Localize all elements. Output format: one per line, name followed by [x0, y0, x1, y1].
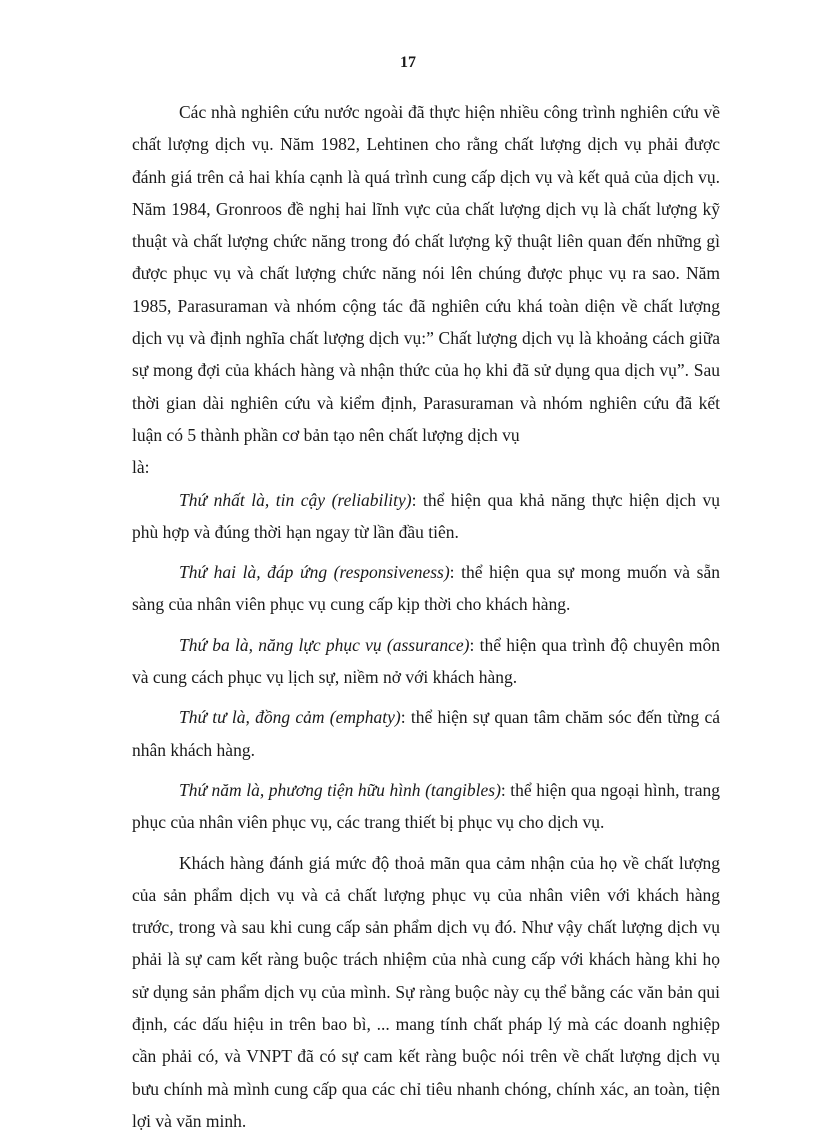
item-text: : thể hiện qua khả năng thực hiện dịch vụ phù hợp và đúng thời hạn ngay từ lần đầu tiên. [132, 489, 720, 542]
list-item-reliability [132, 484, 720, 549]
item-lead: Thứ hai là, đáp ứng (responsiveness) [179, 562, 450, 583]
item-lead: Thứ nhất là, tin cậy (reliability) [179, 489, 412, 510]
list-item-responsiveness [132, 556, 720, 621]
item-lead: Thứ ba là, năng lực phục vụ (assurance) [179, 634, 470, 655]
page-content [132, 96, 720, 1137]
item-lead: Thứ tư là, đồng cảm (emphaty) [179, 707, 401, 728]
item-text: : thể hiện qua sự mong muốn và sẵn sàng của nhân viên phục vụ cung cấp kịp thời cho khách hàng. [132, 562, 720, 615]
list-item-tangibles [132, 774, 720, 839]
conclusion-paragraph: Khách hàng đánh giá mức độ thoả mãn qua cảm nhận của họ về chất lượng của sản phẩm dịch vụ và cả chất lượng phục vụ của nhân viên với khách hàng trước, trong và sau khi cung cấp sản phẩm dịch vụ đó. Như vậy chất lượng dịch vụ phải là sự cam kết ràng buộc trách nhiệm của nhà cung cấp với khách hàng khi họ sử dụng sản phẩm dịch vụ của mình. Sự ràng buộc này cụ thể bằng các văn bản qui định, các dấu hiệu in trên bao bì, ... mang tính chất pháp lý mà các doanh nghiệp cần phải có, và VNPT đã có sự cam kết ràng buộc nói trên về chất lượng dịch vụ bưu chính mà mình cung cấp qua các chỉ tiêu nhanh chóng, chính xác, an toàn, tiện lợi và văn minh. [132, 852, 720, 1131]
item-text: : thể hiện sự quan tâm chăm sóc đến từng cá nhân khách hàng. [132, 707, 720, 760]
list-item-empathy [132, 701, 720, 766]
intro-paragraph: Các nhà nghiên cứu nước ngoài đã thực hiện nhiều công trình nghiên cứu về chất lượng dịch vụ. Năm 1982, Lehtinen cho rằng chất lượng dịch vụ phải được đánh giá trên cả hai khía cạnh là quá trình cung cấp dịch vụ và kết quả của dịch vụ. Năm 1984, Gronroos đề nghị hai lĩnh vực của chất lượng dịch vụ là chất lượng kỹ thuật và chất lượng chức năng trong đó chất lượng kỹ thuật liên quan đến những gì được phục vụ và chất lượng chức năng nói lên chúng được phục vụ ra sao. Năm 1985, Parasuraman và nhóm cộng tác đã nghiên cứu khá toàn diện về chất lượng dịch vụ và định nghĩa chất lượng dịch vụ:” Chất lượng dịch vụ là khoảng cách giữa sự mong đợi của khách hàng và nhận thức của họ khi đã sử dụng qua dịch vụ”. Sau thời gian dài nghiên cứu và kiểm định, Parasuraman và nhóm nghiên cứu đã kết luận có 5 thành phần cơ bản tạo nên chất lượng dịch vụ [132, 102, 720, 445]
item-lead: Thứ năm là, phương tiện hữu hình (tangibles) [179, 779, 501, 800]
page-number: 17 [400, 54, 416, 71]
item-text: : thể hiện qua ngoại hình, trang phục của nhân viên phục vụ, các trang thiết bị phục vụ cho dịch vụ. [132, 779, 720, 833]
intro-paragraph-end: là: [132, 457, 150, 478]
item-text: : thể hiện qua trình độ chuyên môn và cung cách phục vụ lịch sự, niềm nở với khách hàng. [132, 634, 720, 688]
list-item-assurance [132, 629, 720, 694]
